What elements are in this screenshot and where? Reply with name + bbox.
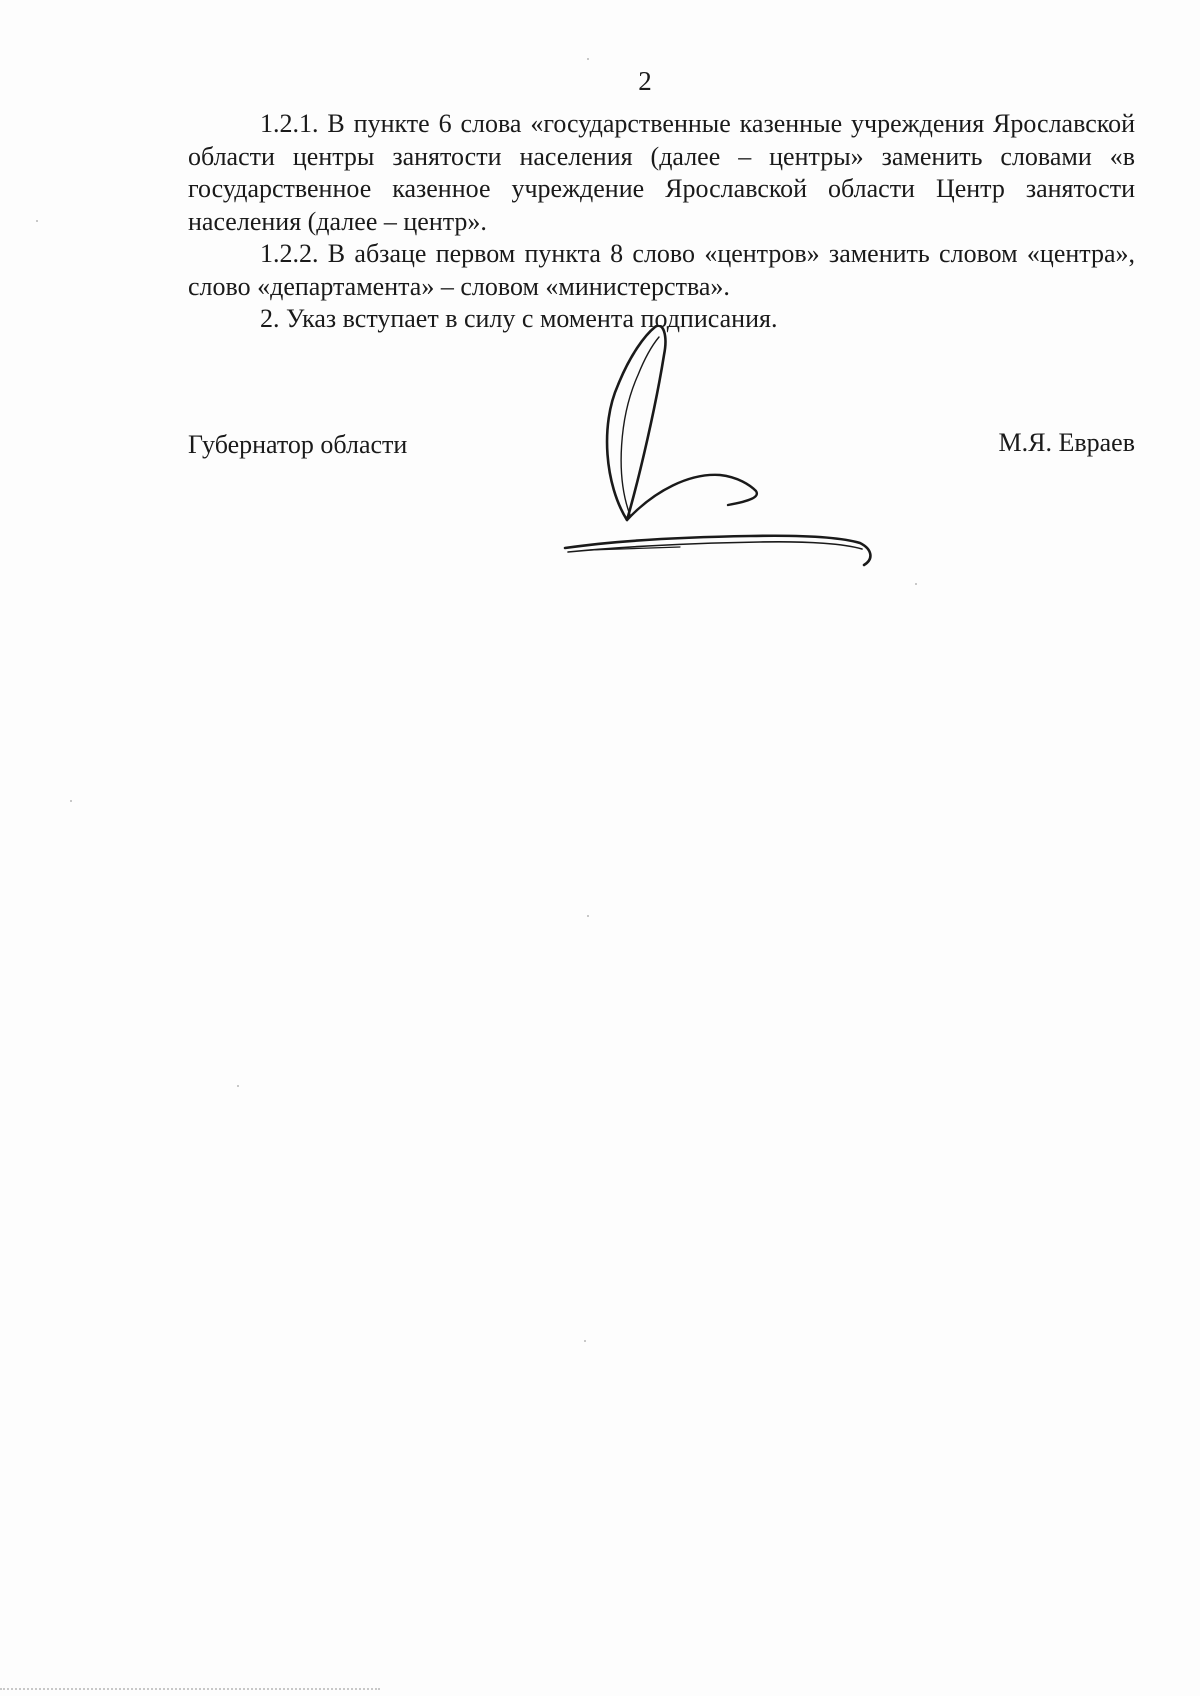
document-body <box>188 108 1135 336</box>
scan-edge-noise <box>0 1688 380 1692</box>
scan-speck <box>584 1340 586 1342</box>
paragraph-1-2-2: 1.2.2. В абзаце первом пункта 8 слово «центров» заменить словом «центра», слово «департамента» – словом «министерства». <box>188 239 1135 301</box>
scan-speck <box>915 583 917 585</box>
scan-speck <box>587 58 589 60</box>
scan-speck <box>237 1085 239 1087</box>
page-number: 2 <box>638 66 652 96</box>
paragraph-2: 2. Указ вступает в силу с момента подписания. <box>260 304 778 333</box>
signatory-name: М.Я. Евраев <box>998 428 1135 457</box>
scan-speck <box>587 915 589 917</box>
signatory-position: Губернатор области <box>188 430 408 459</box>
paragraph-1-2-1: 1.2.1. В пункте 6 слова «государственные казенные учреждения Ярославской области центры занятости населения (далее – центры» заменить словами «в государственное казенное учреждение Ярославской области Центр занятости населения (далее – центр». <box>188 109 1135 236</box>
scan-speck <box>70 800 72 802</box>
scan-speck <box>36 220 38 222</box>
handwritten-signature <box>560 325 940 585</box>
